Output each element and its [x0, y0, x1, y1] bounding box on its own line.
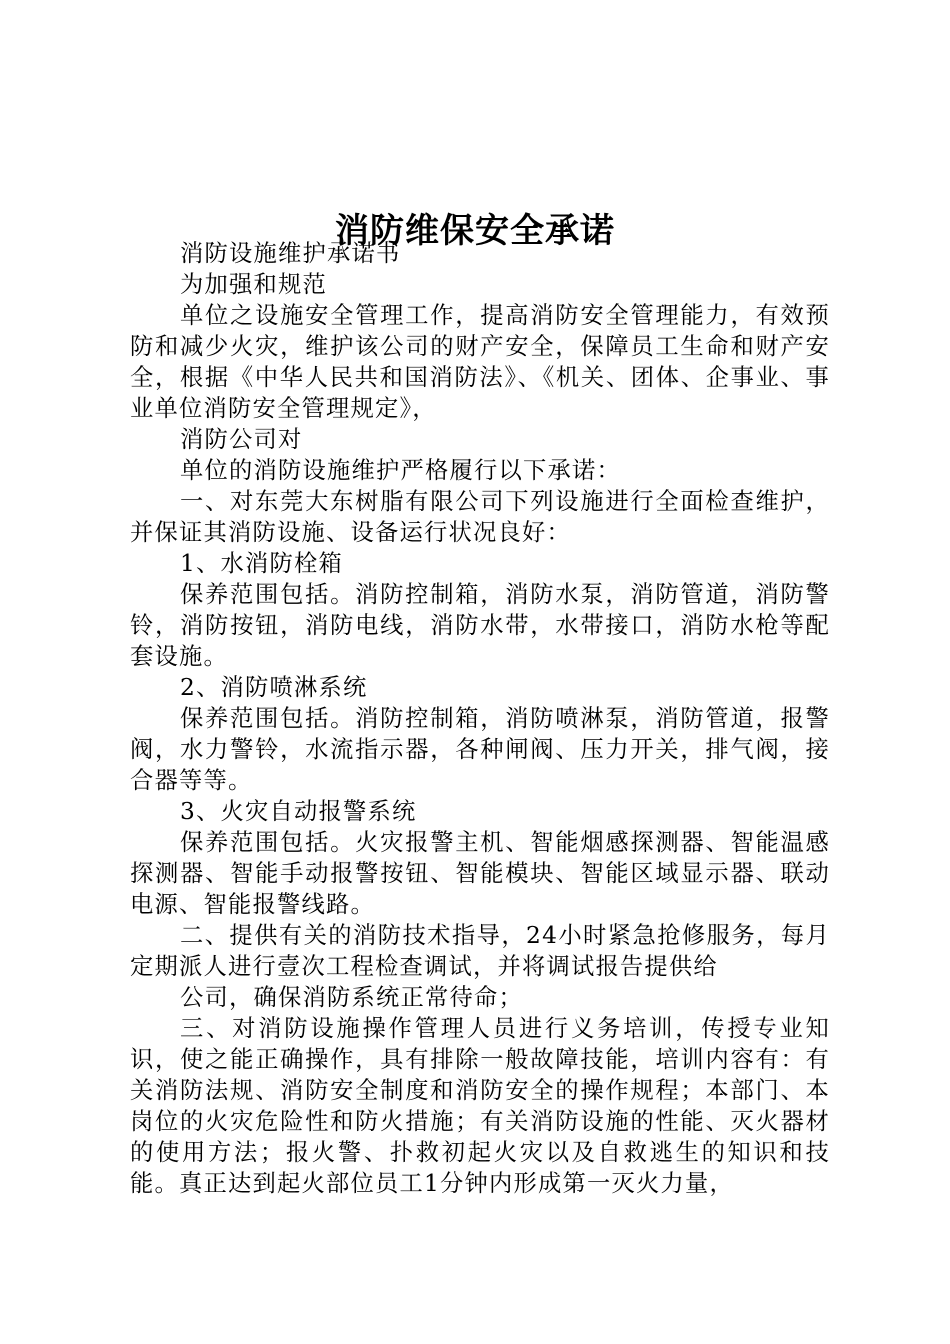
paragraph-heading: 消防设施维护承诺书 — [180, 240, 401, 267]
paragraph-item-two-cont: 公司，确保消防系统正常待命； — [180, 984, 523, 1011]
document-title: 消防维保安全承诺 — [335, 210, 615, 251]
paragraph-item-one: 一、对东莞大东树脂有限公司下列设施进行全面检查维护，并保证其消防设施、设备运行状况良好： — [130, 488, 830, 546]
paragraph-sub-2: 2、消防喷淋系统 — [180, 674, 368, 701]
paragraph-sub-1: 1、水消防栓箱 — [180, 550, 344, 577]
paragraph-commitment: 单位的消防设施维护严格履行以下承诺： — [180, 457, 621, 484]
paragraph-sub-3-scope: 保养范围包括。火灾报警主机、智能烟感探测器、智能温感探测器、智能手动报警按钮、智能模块、智能区域显示器、联动电源、智能报警线路。 — [130, 829, 830, 918]
paragraph-intro-1: 为加强和规范 — [180, 271, 327, 298]
document-body — [130, 238, 830, 1199]
paragraph-item-two: 二、提供有关的消防技术指导，24小时紧急抢修服务，每月定期派人进行壹次工程检查调试，并将调试报告提供给 — [130, 922, 830, 980]
paragraph-company: 消防公司对 — [180, 426, 303, 453]
paragraph-sub-1-scope: 保养范围包括。消防控制箱，消防水泵，消防管道，消防警铃，消防按钮，消防电线，消防水带，水带接口，消防水枪等配套设施。 — [130, 581, 830, 670]
paragraph-sub-2-scope: 保养范围包括。消防控制箱，消防喷淋泵，消防管道，报警阀，水力警铃，水流指示器，各种闸阀、压力开关，排气阀，接合器等等。 — [130, 705, 830, 794]
paragraph-sub-3: 3、火灾自动报警系统 — [180, 798, 417, 825]
paragraph-intro-2: 单位之设施安全管理工作，提高消防安全管理能力，有效预防和减少火灾，维护该公司的财产安全，保障员工生命和财产安全，根据《中华人民共和国消防法》、《机关、团体、企事业、事业单位消防安全管理规定》， — [130, 302, 830, 422]
paragraph-item-three: 三、对消防设施操作管理人员进行义务培训，传授专业知识，使之能正确操作，具有排除一般故障技能，培训内容有：有关消防法规、消防安全制度和消防安全的操作规程；本部门、本岗位的火灾危险性和防火措施；有关消防设施的性能、灭火器材的使用方法；报火警、扑救初起火灾以及自救逃生的知识和技能。真正达到起火部位员工1分钟内形成第一灭火力量， — [130, 1015, 830, 1197]
